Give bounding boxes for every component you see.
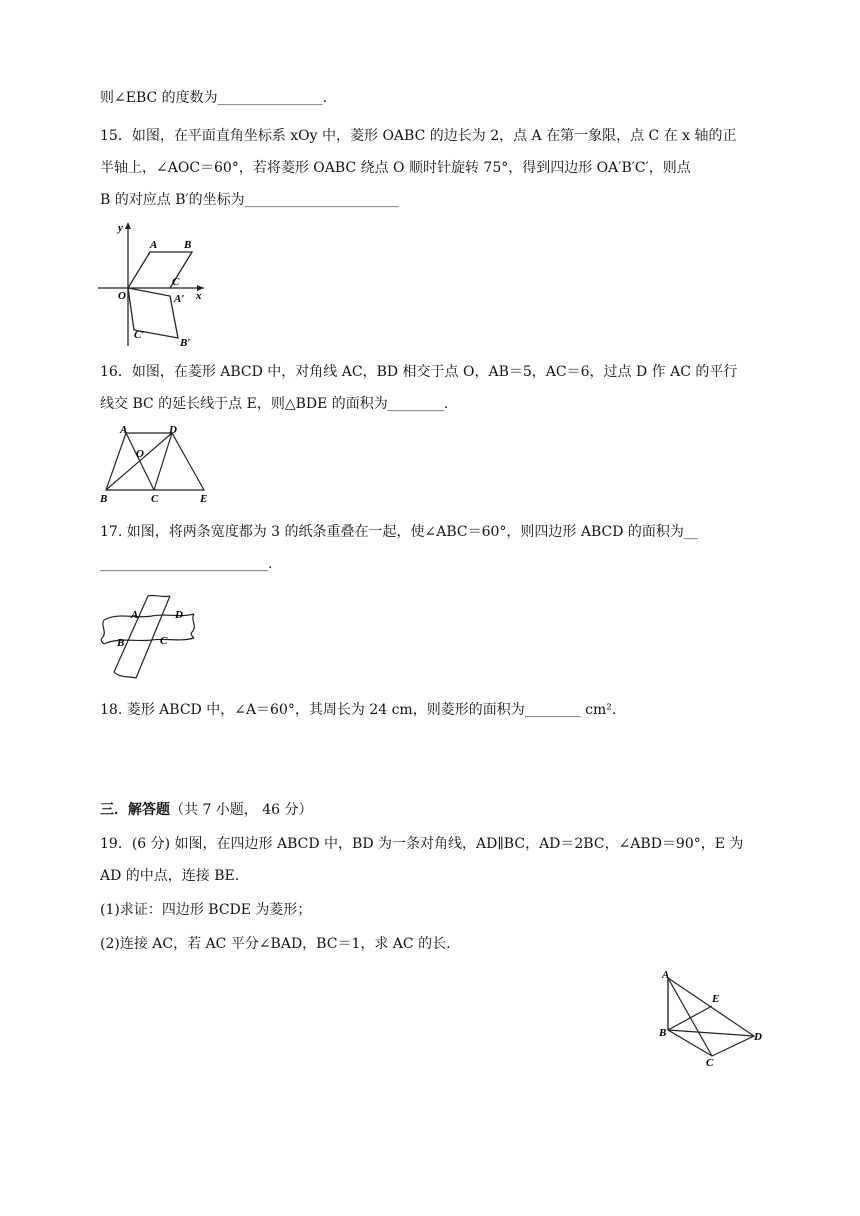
figure-16-rhombus-trapezoid <box>96 424 216 506</box>
q16-line1: 16．如图，在菱形 ABCD 中，对角线 AC，BD 相交于点 O，AB＝5，AC＝6，过点 D 作 AC 的平行 <box>100 364 738 380</box>
fig15-label-y: y <box>118 222 123 234</box>
fig19-label-A: A <box>662 969 670 981</box>
fig17-label-A: A <box>131 609 139 621</box>
fig15-label-A: A <box>150 239 158 251</box>
q16-line2: 线交 BC 的延长线于点 E，则△BDE 的面积为________. <box>100 396 449 412</box>
fig15-label-x: x <box>196 290 202 302</box>
fig16-label-C: C <box>151 493 159 505</box>
fig17-label-D: D <box>175 609 183 621</box>
fig15-label-A-prime: A′ <box>174 293 185 305</box>
q15-line1: 15．如图，在平面直角坐标系 xOy 中，菱形 OABC 的边长为 2，点 A 在第一象限，点 C 在 x 轴的正 <box>100 128 737 144</box>
fig16-label-E: E <box>200 493 208 505</box>
fig16-label-B: B <box>100 493 108 505</box>
fig17-label-C: C <box>160 635 168 647</box>
fig19-label-E: E <box>712 993 720 1005</box>
q19-part1: (1)求证：四边形 BCDE 为菱形； <box>100 902 312 918</box>
fig15-label-C-prime: C′ <box>134 329 145 341</box>
fig19-label-B: B <box>659 1027 667 1039</box>
figure-17-overlapping-strips <box>96 592 200 682</box>
section-3-heading <box>100 800 313 820</box>
section-3-title: 三．解答题 <box>100 802 170 818</box>
fig15-label-O: O <box>118 290 126 302</box>
fig19-label-D: D <box>754 1031 762 1043</box>
fig15-label-C: C <box>172 276 180 288</box>
section-3-note: （共 7 小题， 46 分） <box>170 802 313 818</box>
q18-line1: 18. 菱形 ABCD 中，∠A＝60°，其周长为 24 cm，则菱形的面积为________ cm². <box>100 702 617 718</box>
q15-line3: B 的对应点 B′的坐标为______________________ <box>100 192 399 208</box>
fig19-label-C: C <box>706 1057 714 1069</box>
q14-ending: 则∠EBC 的度数为_______________. <box>100 90 328 106</box>
fig16-label-D: D <box>169 424 177 436</box>
fig16-label-O: O <box>136 448 144 460</box>
q19-line2: AD 的中点，连接 BE. <box>100 868 240 884</box>
fig15-label-B-prime: B′ <box>180 337 191 349</box>
q15-line2: 半轴上，∠AOC＝60°，若将菱形 OABC 绕点 O 顺时针旋转 75°，得到四边形 OA′B′C′，则点 <box>100 160 691 176</box>
figure-19-quadrilateral <box>656 966 766 1070</box>
q17-line2: ________________________. <box>100 556 273 572</box>
fig17-label-B: B <box>117 637 125 649</box>
fig15-label-B: B <box>184 239 192 251</box>
figure-15-coordinate-rhombus <box>96 218 208 350</box>
q19-part2: (2)连接 AC，若 AC 平分∠BAD，BC＝1，求 AC 的长. <box>100 936 451 952</box>
q17-line1: 17. 如图，将两条宽度都为 3 的纸条重叠在一起，使∠ABC＝60°，则四边形 ABCD 的面积为__ <box>100 524 698 540</box>
fig16-label-A: A <box>120 424 128 436</box>
q19-line1: 19．(6 分) 如图，在四边形 ABCD 中，BD 为一条对角线，AD∥BC，AD＝2BC，∠ABD＝90°，E 为 <box>100 836 744 852</box>
